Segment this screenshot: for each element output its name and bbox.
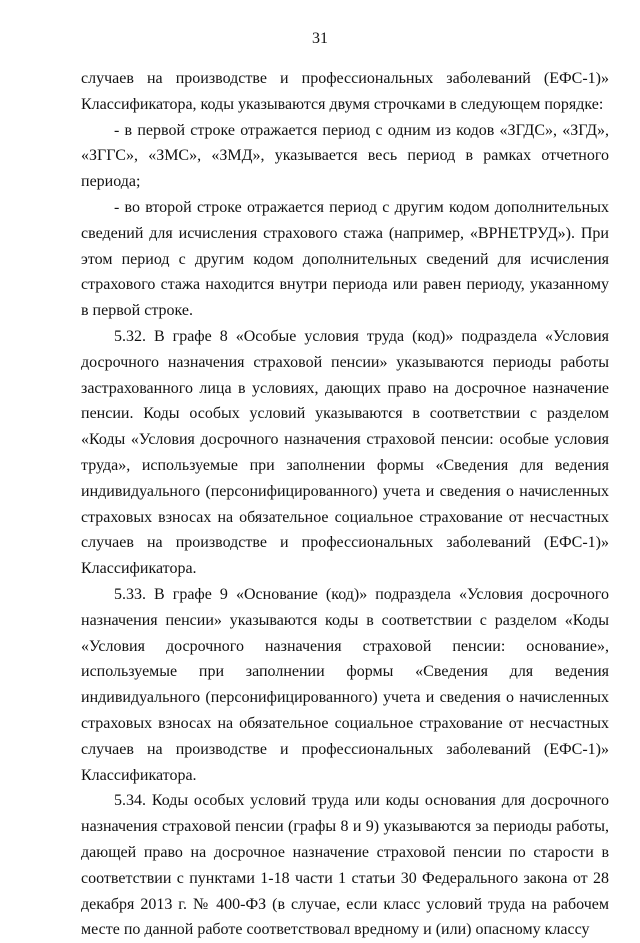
paragraph-5-33: 5.33. В графе 9 «Основание (код)» подраздела «Условия досрочного назначения пенсии» указываются коды в соответствии с разделом «Коды «Условия досрочного назначения страховой пенсии: основание», используемые при заполнении формы «Сведения для ведения индивидуального (персонифицированного) учета и сведения о начисленных страховых взносах на обязательное социальное страхование от несчастных случаев на производстве и профессиональных заболеваний (ЕФС-1)» Классификатора. [81, 585, 609, 784]
document-body [81, 66, 609, 943]
paragraph-continuation: случаев на производстве и профессиональных заболеваний (ЕФС-1)» Классификатора, коды указываются двумя строчками в следующем порядке: [81, 70, 609, 113]
paragraph-first-line-rule: - в первой строке отражается период с одним из кодов «ЗГДС», «ЗГД», «ЗГГС», «ЗМС», «ЗМД», указывается весь период в рамках отчетного периода; [81, 121, 609, 191]
paragraph-second-line-rule: - во второй строке отражается период с другим кодом дополнительных сведений для исчисления страхового стажа (например, «ВРНЕТРУД»). При этом период с другим кодом дополнительных сведений для исчисления страхового стажа находится внутри периода или равен периоду, указанному в первой строке. [81, 198, 609, 320]
paragraph-5-34: 5.34. Коды особых условий труда или коды основания для досрочного назначения страховой пенсии (графы 8 и 9) указываются за периоды работы, дающей право на досрочное назначение страховой пенсии по старости в соответствии с пунктами 1-18 части 1 статьи 30 Федерального закона от 28 декабря 2013 г. № 400-ФЗ (в случае, если класс условий труда на рабочем месте по данной работе соответствовал вредному и (или) опасному классу [81, 792, 609, 939]
paragraph-5-32: 5.32. В графе 8 «Особые условия труда (код)» подраздела «Условия досрочного назначения страховой пенсии» указываются периоды работы застрахованного лица в условиях, дающих право на досрочное назначение пенсии. Коды особых условий указываются в соответствии с разделом «Коды «Условия досрочного назначения страховой пенсии: особые условия труда», используемые при заполнении формы «Сведения для ведения индивидуального (персонифицированного) учета и сведения о начисленных страховых взносах на обязательное социальное страхование от несчастных случаев на производстве и профессиональных заболеваний (ЕФС-1)» Классификатора. [81, 327, 609, 578]
page-number: 31 [312, 30, 328, 47]
